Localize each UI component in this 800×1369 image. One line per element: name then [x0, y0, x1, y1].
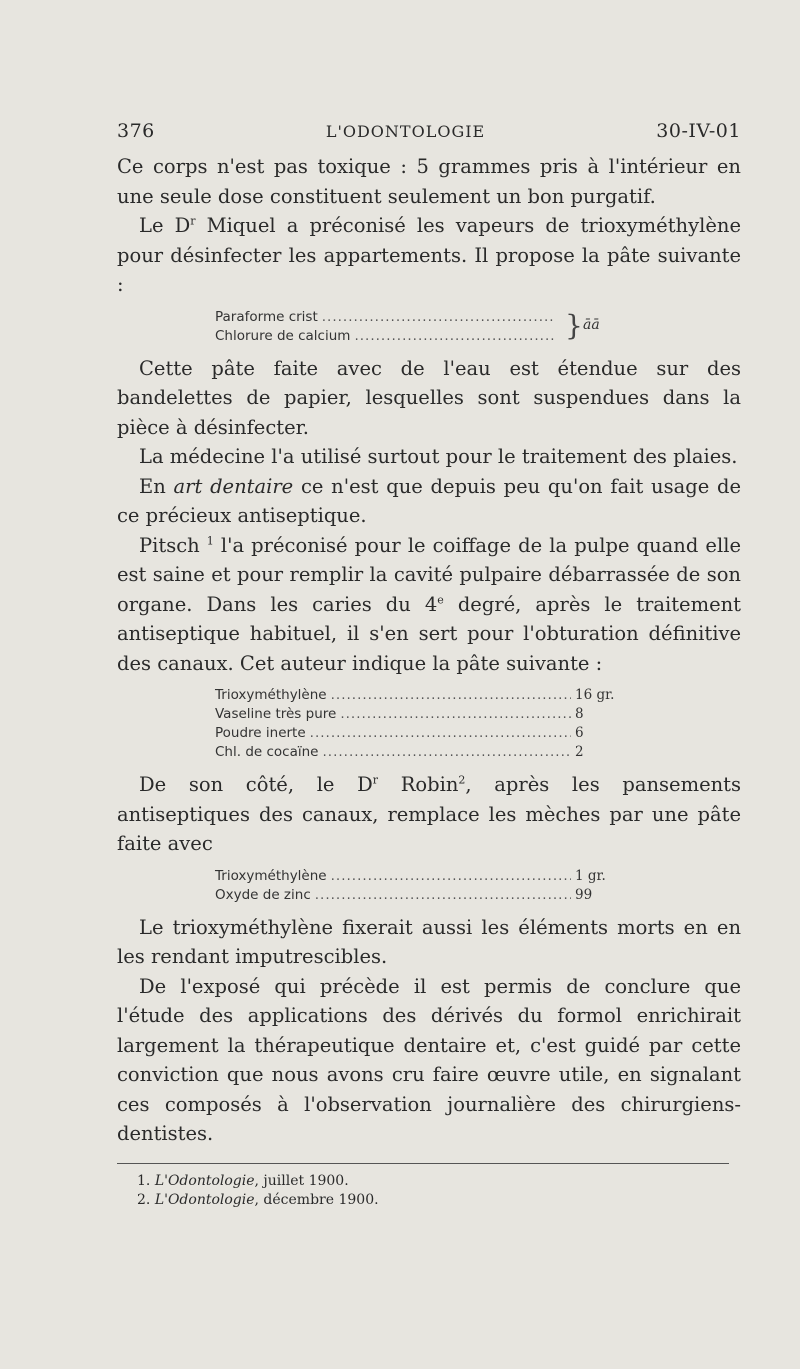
formula-row [215, 724, 635, 743]
footnote-divider [117, 1163, 729, 1164]
running-title: L'ODONTOLOGIE [325, 122, 486, 141]
ingredient-name: Trioxyméthylène [215, 867, 327, 884]
paragraph-3: Cette pâte faite avec de l'eau est étendue sur des bandelettes de papier, lesquelles sont suspendues dans la pièce à désinfecter. [117, 356, 741, 439]
paragraph-6 [117, 531, 741, 679]
brace: } [565, 308, 583, 342]
superscript: r [190, 214, 196, 228]
ingredient-qty: 99 [575, 886, 593, 903]
ingredient-name: Chlorure de calcium [215, 327, 351, 344]
text: , après les pansements antiseptiques des canaux, remplace les mèches par une pâte faite avec [117, 773, 742, 855]
text: De son côté, le D [139, 773, 373, 796]
leader-dots [315, 886, 571, 905]
ingredient-qty: 6 [575, 725, 584, 741]
footnote-number: 2. [137, 1191, 151, 1208]
formula-row [215, 327, 560, 346]
text: Pitsch [139, 533, 207, 557]
issue-date: 30-IV-01 [656, 120, 741, 142]
formula-row [215, 705, 635, 724]
paragraph-7 [117, 770, 741, 859]
ingredient-qty: 1 gr. [575, 867, 606, 884]
ingredient-qty: 8 [575, 706, 584, 722]
ingredient-name: Paraforme crist [215, 308, 318, 325]
italic-text: art dentaire [173, 474, 294, 498]
formula-paraforme [215, 308, 741, 346]
footnote-number: 1. [137, 1172, 151, 1189]
text: Robin [378, 773, 459, 796]
ingredient-name: Oxyde de zinc [215, 886, 311, 903]
ana-note: āā [583, 316, 600, 333]
footnote-date: , décembre 1900. [254, 1191, 379, 1208]
text: l'a préconisé pour le coiffage de la pulpe quand elle est saine et pour remplir la cavité pulpaire débarrassée de son organe. Dans les caries du 4 [117, 533, 741, 616]
ingredient-name: Chl. de cocaïne [215, 744, 319, 760]
ingredient-qty: 16 gr. [575, 687, 615, 703]
leader-dots [310, 724, 571, 743]
paragraph-2 [117, 211, 741, 300]
footnote-2 [137, 1191, 741, 1210]
text: ce n'est que depuis peu qu'on fait usage de ce précieux antiseptique. [117, 474, 742, 527]
text: degré, après le traitement antiseptique habituel, il s'en sert pour l'obturation définitive des canaux. Cet auteur indique la pâte suivante : [117, 592, 742, 675]
superscript: r [372, 773, 379, 787]
paragraph-8: Le trioxyméthylène fixerait aussi les éléments morts en en les rendant imputrescibles. [117, 915, 741, 968]
leader-dots [322, 743, 571, 762]
formula-row [215, 886, 635, 905]
paragraph-4: La médecine l'a utilisé surtout pour le traitement des plaies. [139, 445, 738, 468]
leader-dots [331, 867, 571, 886]
formula-pitsch [215, 686, 741, 762]
formula-row [215, 686, 635, 705]
ingredient-name: Trioxyméthylène [215, 687, 327, 703]
footnotes [137, 1172, 741, 1210]
text: Miquel a préconisé les vapeurs de trioxyméthylène pour désinfecter les appartements. Il propose la pâte suivante : [117, 214, 741, 296]
footnote-1 [137, 1172, 741, 1191]
superscript: e [437, 593, 444, 606]
ingredient-qty: 2 [575, 744, 584, 760]
leader-dots [340, 705, 571, 724]
running-header [117, 120, 741, 142]
paragraph-1: Ce corps n'est pas toxique : 5 grammes pris à l'intérieur en une seule dose constituent seulement un bon purgatif. [117, 155, 741, 208]
footnote-date: , juillet 1900. [254, 1172, 349, 1189]
formula-row [215, 743, 635, 762]
footnote-journal: L'Odontologie [154, 1172, 255, 1189]
ingredient-name: Vaseline très pure [215, 706, 337, 722]
text: En [139, 474, 174, 498]
page-number: 376 [117, 120, 155, 142]
paragraph-9: De l'exposé qui précède il est permis de conclure que l'étude des applications des dérivés du formol enrichirait largement la thérapeutique dentaire et, c'est guidé par cette conviction que nous avons cru faire œuvre utile, en signalant ces composés à l'observation journalière des chirurgiens-dentistes. [117, 974, 741, 1145]
leader-dots [331, 686, 571, 705]
formula-robin [215, 867, 741, 905]
paragraph-5 [117, 472, 741, 531]
ingredient-name: Poudre inerte [215, 725, 306, 741]
leader-dots [322, 308, 556, 327]
text: Le D [139, 214, 191, 237]
formula-row [215, 867, 635, 886]
footnote-ref: 2 [458, 773, 466, 787]
footnote-ref: 1 [206, 534, 214, 547]
page [117, 120, 741, 1210]
footnote-journal: L'Odontologie [154, 1191, 255, 1208]
formula-row [215, 308, 560, 327]
leader-dots [354, 327, 556, 346]
